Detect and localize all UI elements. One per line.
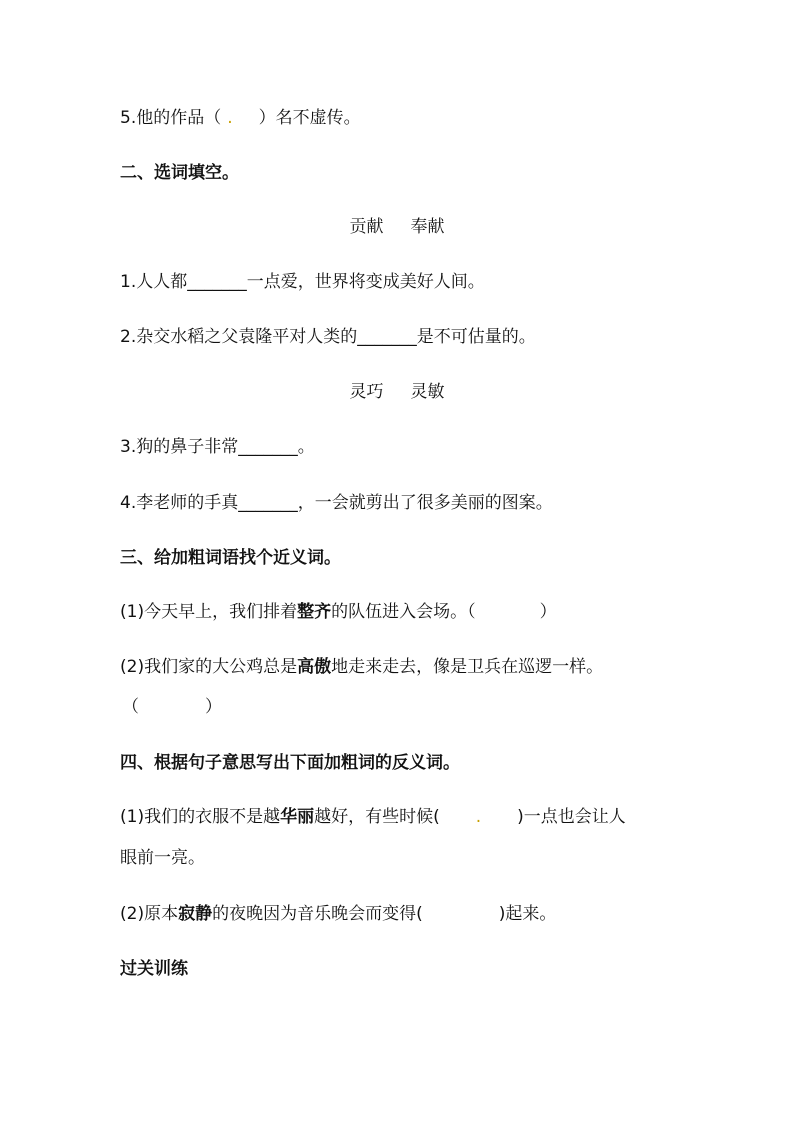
s3-item1-pre: (1)今天早上，我们排着 xyxy=(120,602,298,622)
s3-item1-close: ） xyxy=(539,602,557,622)
s4-item2-mid: 的夜晚因为音乐晚会而变得( xyxy=(212,904,423,924)
s4-item1-bold-word: 华丽 xyxy=(280,807,315,827)
section-4-item-2 xyxy=(120,903,556,925)
section-3-item-1 xyxy=(120,601,557,623)
section-2-title: 二、选词填空。 xyxy=(120,163,239,183)
section-3-item-2 xyxy=(120,656,603,678)
s3-item2-post: 地走来走去，像是卫兵在巡逻一样。 xyxy=(331,657,604,677)
s4-item1-pre: (1)我们的衣服不是越 xyxy=(120,807,281,827)
word-choice-group-1: 贡献 奉献 xyxy=(349,217,445,237)
q5-suffix: ）名不虚传。 xyxy=(258,108,361,128)
s4-item1-mark: . xyxy=(475,807,482,827)
section-4-item-1 xyxy=(120,806,626,828)
s3-item2-open: （ xyxy=(122,697,139,717)
word-choice-group-2: 灵巧 灵敏 xyxy=(349,382,445,402)
s4-item2-post: )起来。 xyxy=(498,904,557,924)
section-2-item-1: 1.人人都_______一点爱，世界将变成美好人间。 xyxy=(120,272,485,292)
s4-item2-bold-word: 寂静 xyxy=(178,904,213,924)
section-3-item-2-answer xyxy=(122,696,222,718)
q5-mark: . xyxy=(227,108,233,128)
s3-item1-post: 的队伍进入会场。（ xyxy=(331,602,476,622)
s3-item2-pre: (2)我们家的大公鸡总是 xyxy=(120,657,298,677)
question-5 xyxy=(120,107,361,129)
section-4-title: 四、根据句子意思写出下面加粗词的反义词。 xyxy=(120,753,460,773)
s4-item1-mid: 越好，有些时候( xyxy=(314,807,440,827)
section-2-item-4: 4.李老师的手真_______，一会就剪出了很多美丽的图案。 xyxy=(120,493,553,513)
s4-item2-pre: (2)原本 xyxy=(120,904,179,924)
s3-item2-bold-word: 高傲 xyxy=(297,657,332,677)
section-2-item-2: 2.杂交水稻之父袁隆平对人类的_______是不可估量的。 xyxy=(120,327,536,347)
footer-title: 过关训练 xyxy=(120,959,188,979)
s3-item1-bold-word: 整齐 xyxy=(297,602,332,622)
section-3-title: 三、给加粗词语找个近义词。 xyxy=(120,548,341,568)
s4-item1-post: )一点也会让人 xyxy=(517,807,626,827)
section-2-item-3: 3.狗的鼻子非常_______。 xyxy=(120,437,315,457)
section-4-item-1-cont: 眼前一亮。 xyxy=(120,848,205,868)
q5-prefix: 5.他的作品（ xyxy=(120,108,222,128)
s3-item2-close: ） xyxy=(205,697,222,717)
